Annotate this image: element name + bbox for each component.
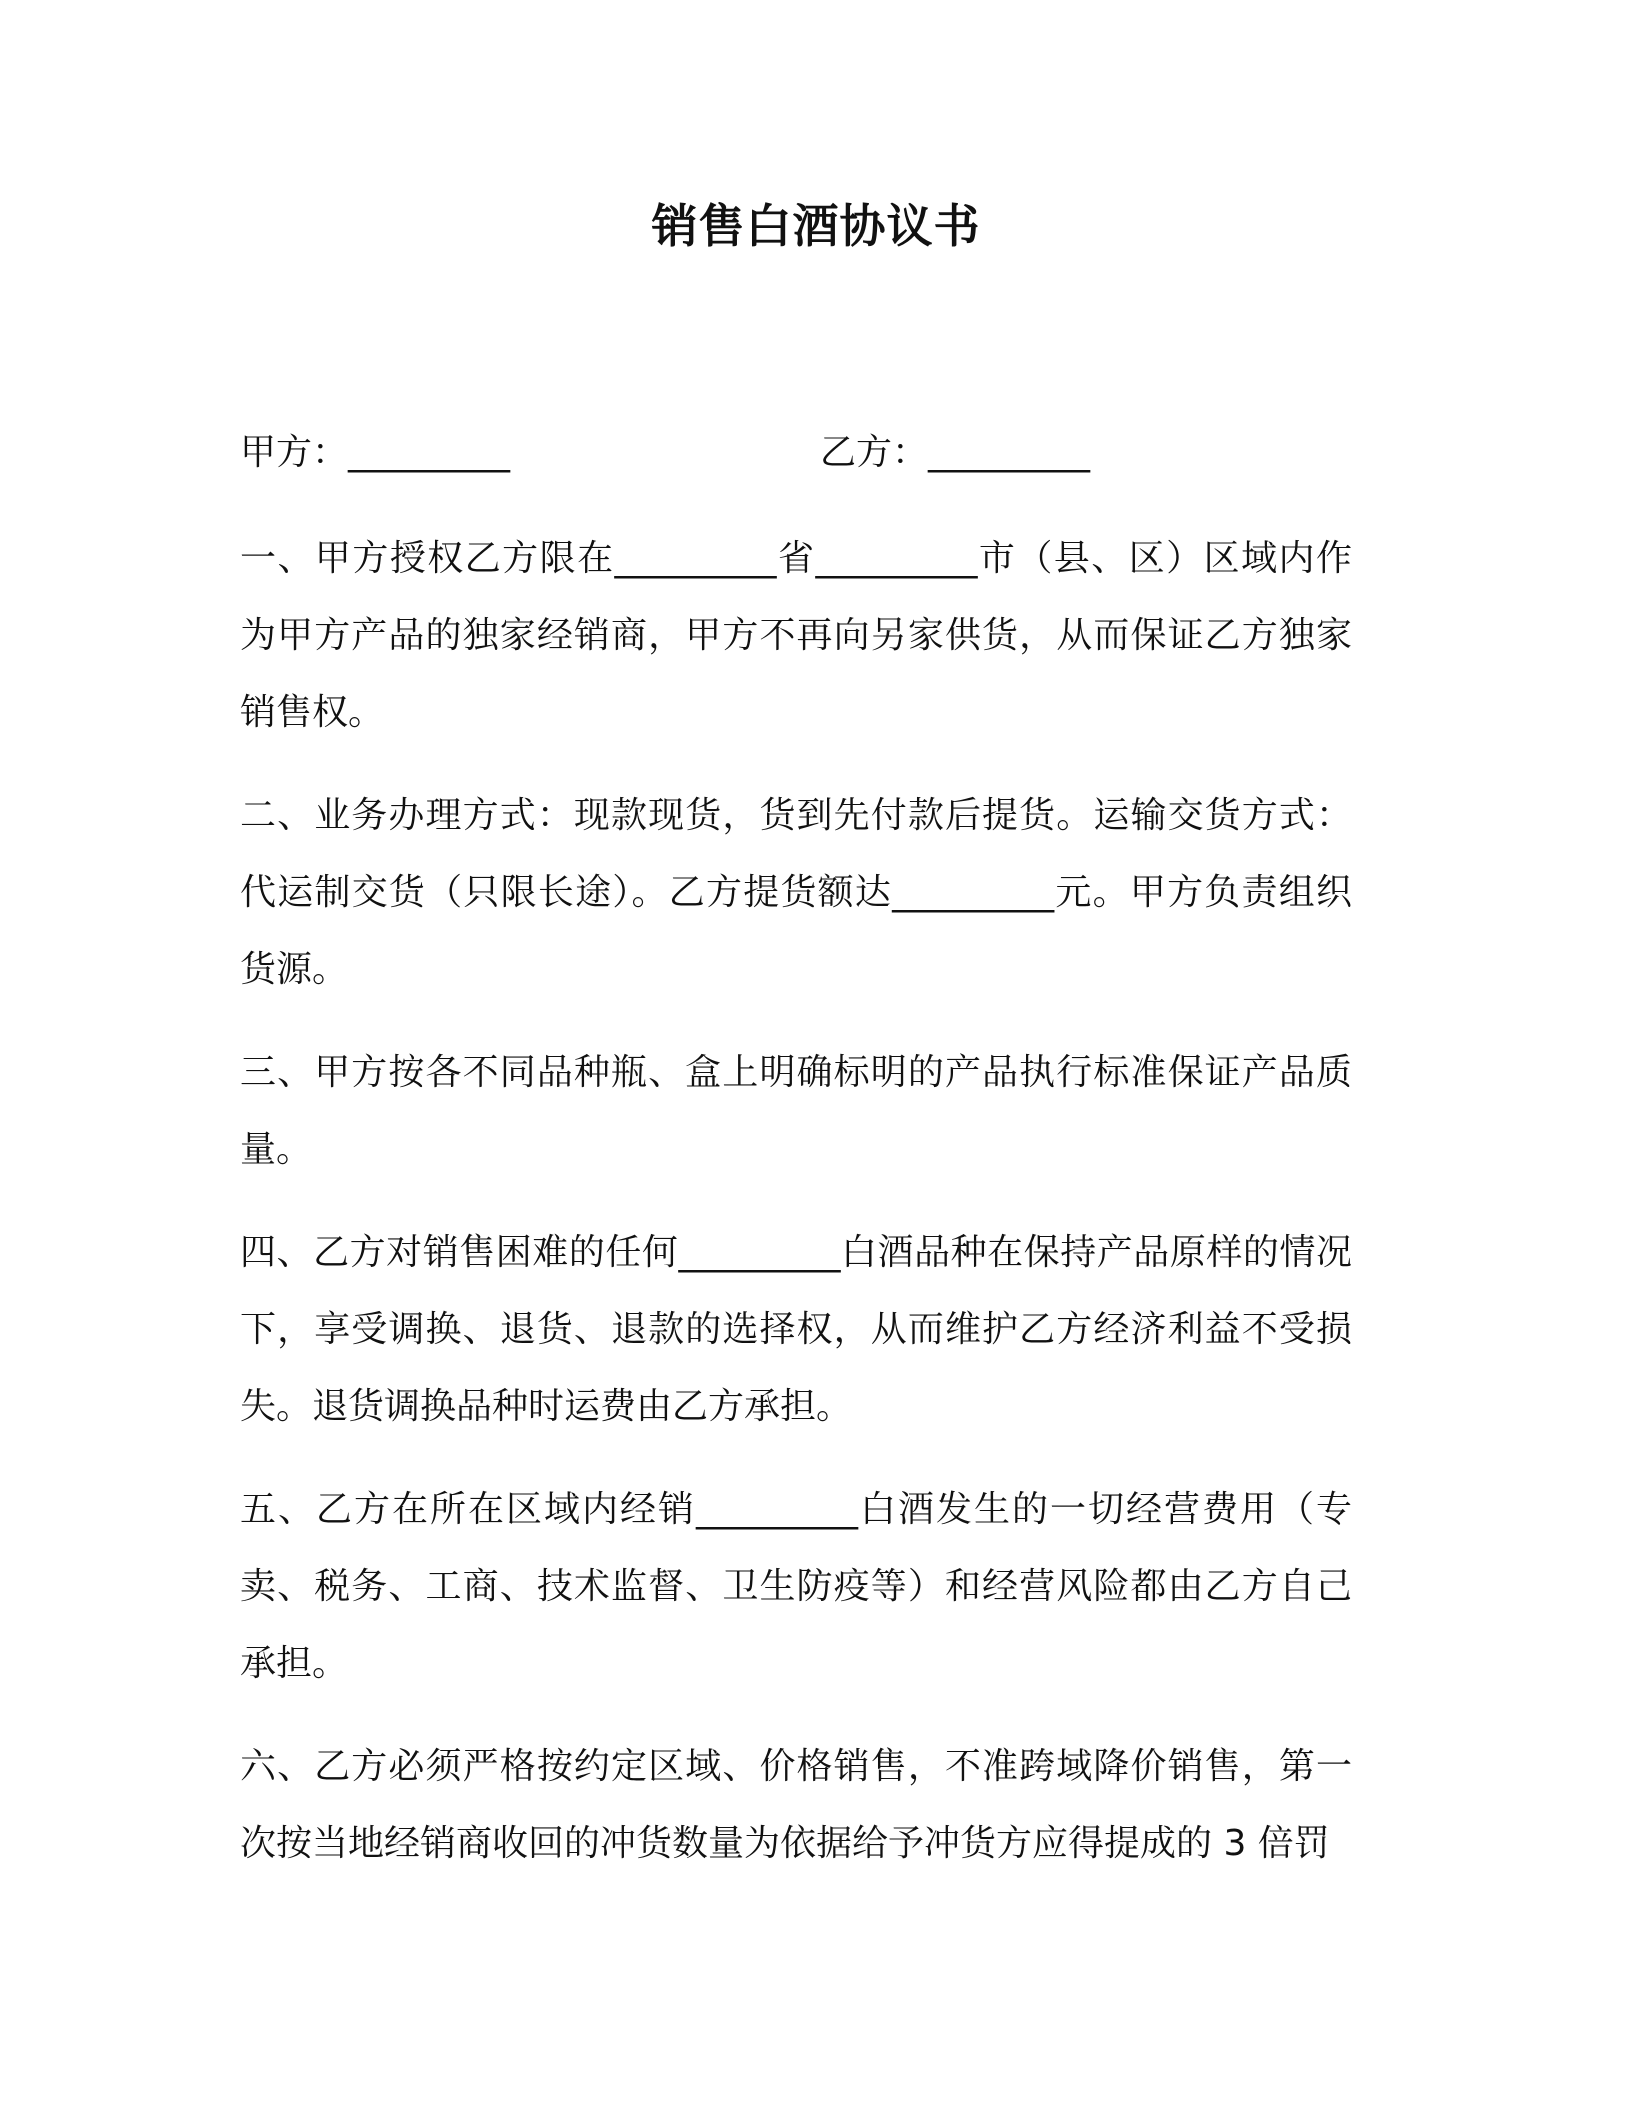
clause-6: 六、乙方必须严格按约定区域、价格销售，不准跨域降价销售，第一次按当地经销商收回的冲货数量为依据给予冲货方应得提成的 3 倍罚 — [240, 1746, 1352, 1864]
clause-5: 五、乙方在所在区域内经销_________白酒发生的一切经营费用（专卖、税务、工商、技术监督、卫生防疫等）和经营风险都由乙方自己承担。 — [240, 1489, 1352, 1684]
parties-line — [240, 428, 1392, 478]
agreement-body — [240, 520, 1352, 1908]
party-b-field: 乙方：_________ — [820, 432, 1091, 473]
party-a-field: 甲方：_________ — [240, 432, 511, 473]
clause-1: 一、甲方授权乙方限在_________省_________市（县、区）区域内作为甲方产品的独家经销商，甲方不再向另家供货，从而保证乙方独家销售权。 — [240, 538, 1352, 733]
clause-2: 二、业务办理方式：现款现货，货到先付款后提货。运输交货方式：代运制交货（只限长途）。乙方提货额达_________元。甲方负责组织货源。 — [240, 795, 1352, 990]
clause-3: 三、甲方按各不同品种瓶、盒上明确标明的产品执行标准保证产品质量。 — [240, 1052, 1352, 1170]
clause-4: 四、乙方对销售困难的任何_________白酒品种在保持产品原样的情况下，享受调换、退货、退款的选择权，从而维护乙方经济利益不受损失。退货调换品种时运费由乙方承担。 — [240, 1232, 1352, 1427]
document-title: 销售白酒协议书 — [651, 199, 981, 253]
